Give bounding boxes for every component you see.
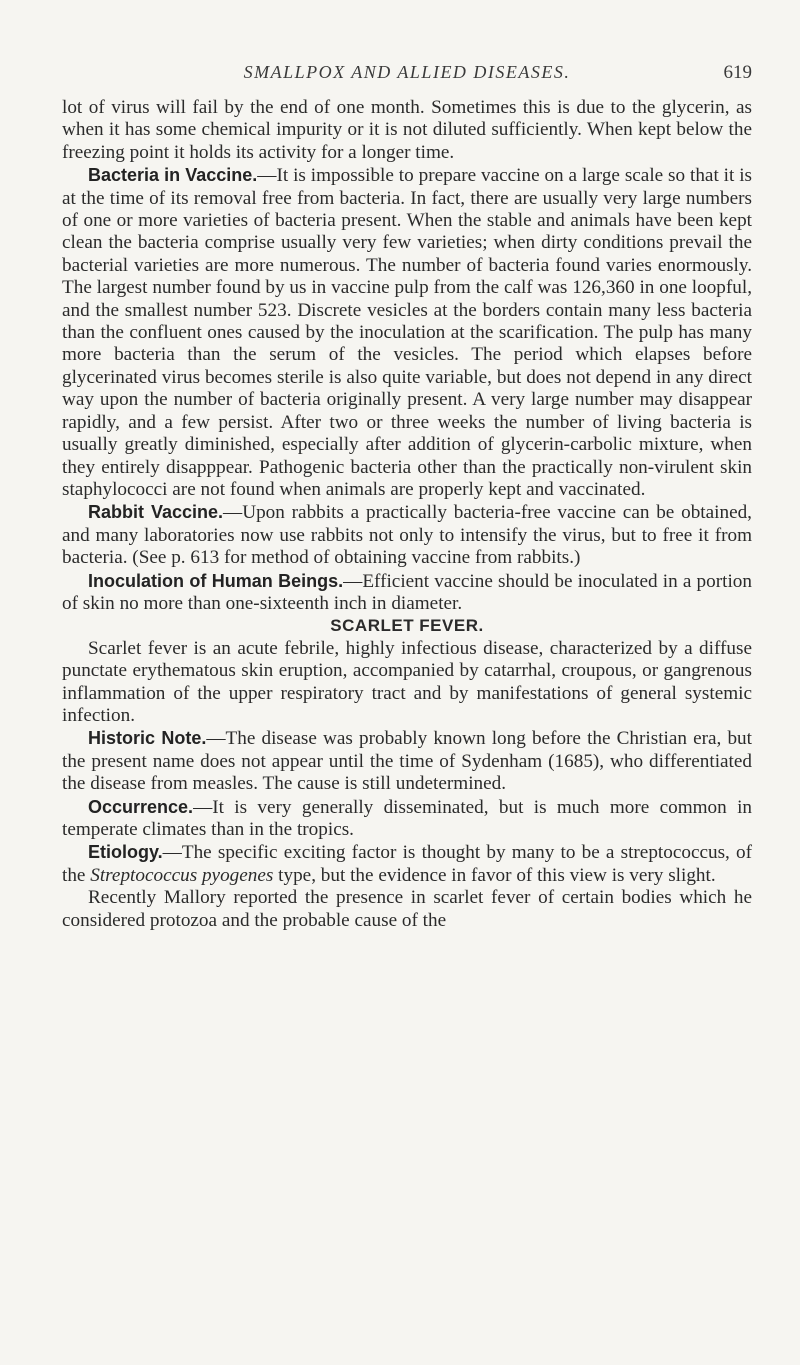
paragraph-text: —The disease was probably known long before the Christian era, but the present name does not appear until the time of Sydenham (1685), who differentiated the disease from measles. The cause is still undetermined. xyxy=(62,728,752,795)
species-name: Streptococcus pyogenes xyxy=(90,864,274,886)
paragraph-text: —It is impossible to prepare vaccine on a large scale so that it is at the time of its removal free from bacteria. In fact, there are usually very large numbers of one or more varieties of bacteria present. When the stable and animals have been kept clean the bacteria comprise usually very few varieties; when dirty conditions prevail the bacterial varieties are more numerous. The number of bacteria found varies enormously. The largest number found by us in vaccine pulp from the calf was 126,360 in one loopful, and the smallest number 523. Discrete vesicles at the borders contain many less bacteria than the confluent ones caused by the inoculation at the scarification. The pulp has many more bacteria than the serum of the vesicles. The period which elapses before glycerinated virus becomes sterile is also quite variable, but does not depend in any direct way upon the number of bacteria originally present. A very large number may disappear rapidly, and a few persist. After two or three weeks the number of living bacteria is usually greatly diminished, especially after addition of glycerin-carbolic mixture, when they entirely disapppear. Pathogenic bacteria other than the practically non-virulent skin staphylococci are not found when animals are properly kept and vaccinated. xyxy=(62,165,753,500)
run-in-heading-occurrence: Occurrence. xyxy=(88,796,194,817)
paragraph-continuation: lot of virus will fail by the end of one month. Sometimes this is due to the glycerin, as when it has some chemical impurity or it is not diluted sufficiently. When kept below the freezing point it holds its activity for a longer time. xyxy=(62,97,752,163)
paragraph-rabbit-vaccine xyxy=(62,501,752,569)
paragraph-text: —Upon rabbits a practically bacteria-free vaccine can be obtained, and many laboratories now use rabbits not only to intensify the virus, but to free it from bacteria. (See p. 613 for method of obtaining vaccine from rabbits.) xyxy=(62,502,752,569)
paragraph-historic-note xyxy=(62,727,752,795)
paragraph-mallory: Recently Mallory reported the presence in scarlet fever of certain bodies which he considered protozoa and the probable cause of the xyxy=(62,887,752,931)
page-number: 619 xyxy=(723,62,752,83)
paragraph-scarlet-definition: Scarlet fever is an acute febrile, highly infectious disease, characterized by a diffuse punctate erythematous skin eruption, accompanied by catarrhal, croupous, or gangrenous inflammation of the upper respiratory tract and by manifestations of general systemic infection. xyxy=(62,637,752,726)
run-in-heading-inoculation: Inoculation of Human Beings. xyxy=(88,570,344,591)
body-text xyxy=(62,97,752,932)
running-title: SMALLPOX AND ALLIED DISEASES. xyxy=(243,62,571,82)
run-in-heading-historic: Historic Note. xyxy=(88,728,207,749)
paragraph-text: —The specific exciting factor is thought by many to be a streptococcus, of the xyxy=(62,842,752,886)
paragraph-text: type, but the evidence in favor of this view is very slight. xyxy=(273,864,716,886)
paragraph-text: —It is very generally disseminated, but is much more common in temperate climates than in the tropics. xyxy=(62,796,752,840)
paragraph-inoculation xyxy=(62,570,752,616)
running-head xyxy=(62,62,752,88)
run-in-heading-bacteria: Bacteria in Vaccine. xyxy=(88,165,258,186)
paragraph-bacteria-in-vaccine xyxy=(62,164,752,501)
paragraph-etiology xyxy=(62,841,752,887)
run-in-heading-etiology: Etiology. xyxy=(88,842,163,863)
run-in-heading-rabbit: Rabbit Vaccine. xyxy=(88,502,224,523)
paragraph-text: —Efficient vaccine should be inoculated in a portion of skin no more than one-sixteenth inch in diameter. xyxy=(62,570,752,614)
paragraph-occurrence xyxy=(62,796,752,842)
section-heading: SCARLET FEVER. xyxy=(330,616,484,636)
